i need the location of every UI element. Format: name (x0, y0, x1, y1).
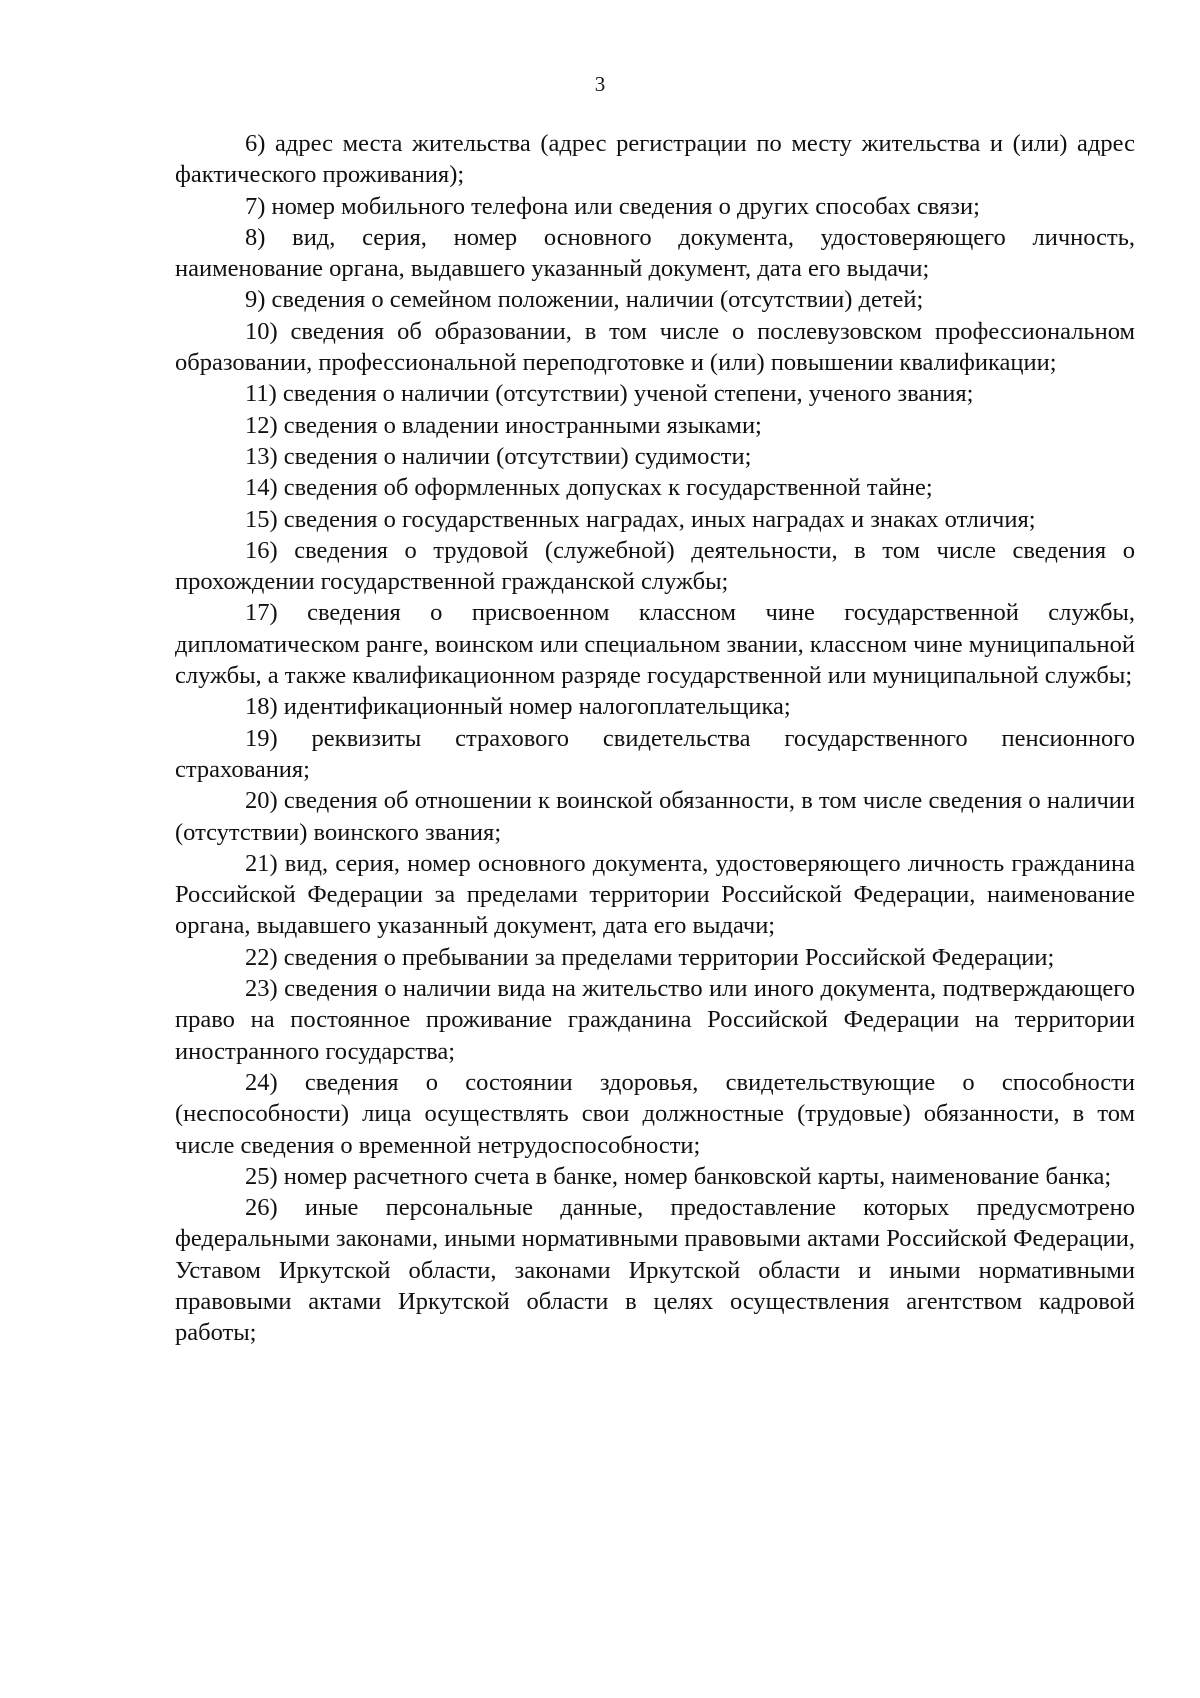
list-item-6: 6) адрес места жительства (адрес регистрации по месту жительства и (или) адрес фактического проживания); (175, 130, 1135, 189)
list-item-9: 9) сведения о семейном положении, наличии (отсутствии) детей; (245, 286, 924, 314)
list-item-7: 7) номер мобильного телефона или сведения о других способах связи; (245, 192, 980, 220)
list-item-16: 16) сведения о трудовой (служебной) деятельности, в том числе сведения о прохождении государственной гражданской службы; (175, 536, 1135, 596)
list-item-26: 26) иные персональные данные, предоставление которых предусмотрено федеральными законами, иными нормативными правовыми актами Российской Федерации, Уставом Иркутской области, законами Иркутской области и иными нормативными правовыми актами Иркутской области в целях осуществления агентством кадровой работы; (175, 1194, 1135, 1347)
list-item-14: 14) сведения об оформленных допусках к государственной тайне; (245, 474, 933, 502)
list-item-15: 15) сведения о государственных наградах, иных наградах и знаках отличия; (245, 505, 1036, 533)
list-item-10: 10) сведения об образовании, в том числе о послевузовском профессиональном образовании, профессиональной переподготовке и (или) повышении квалификации; (175, 317, 1135, 377)
page-number: 3 (594, 72, 606, 96)
personal-data-list (175, 128, 1135, 1349)
list-item-24: 24) сведения о состоянии здоровья, свидетельствующие о способности (неспособности) лица осуществлять свои должностные (трудовые) обязанности, в том числе сведения о временной нетрудоспособности; (175, 1068, 1135, 1159)
list-item-12: 12) сведения о владении иностранными языками; (245, 411, 762, 439)
list-item-18: 18) идентификационный номер налогоплательщика; (245, 693, 791, 721)
list-item-25: 25) номер расчетного счета в банке, номер банковской карты, наименование банка; (245, 1162, 1112, 1190)
list-item-8: 8) вид, серия, номер основного документа, удостоверяющего личность, наименование органа, выдавшего указанный документ, дата его выдачи; (175, 223, 1135, 283)
list-item-19: 19) реквизиты страхового свидетельства государственного пенсионного страхования; (175, 724, 1135, 783)
list-item-22: 22) сведения о пребывании за пределами территории Российской Федерации; (245, 943, 1055, 971)
list-item-21: 21) вид, серия, номер основного документа, удостоверяющего личность гражданина Российской Федерации за пределами территории Российской Федерации, наименование органа, выдавшего указанный документ, дата его выдачи; (175, 849, 1135, 940)
list-item-20: 20) сведения об отношении к воинской обязанности, в том числе сведения о наличии (отсутствии) воинского звания; (175, 787, 1135, 846)
list-item-11: 11) сведения о наличии (отсутствии) ученой степени, ученого звания; (245, 380, 974, 408)
list-item-17: 17) сведения о присвоенном классном чине государственной службы, дипломатическом ранге, воинском или специальном звании, классном чине муниципальной службы, а также квалификационном разряде государственной или муниципальной службы; (175, 599, 1135, 690)
list-item-23: 23) сведения о наличии вида на жительство или иного документа, подтверждающего право на постоянное проживание гражданина Российской Федерации на территории иностранного государства; (175, 975, 1135, 1065)
list-item-13: 13) сведения о наличии (отсутствии) судимости; (245, 442, 752, 470)
